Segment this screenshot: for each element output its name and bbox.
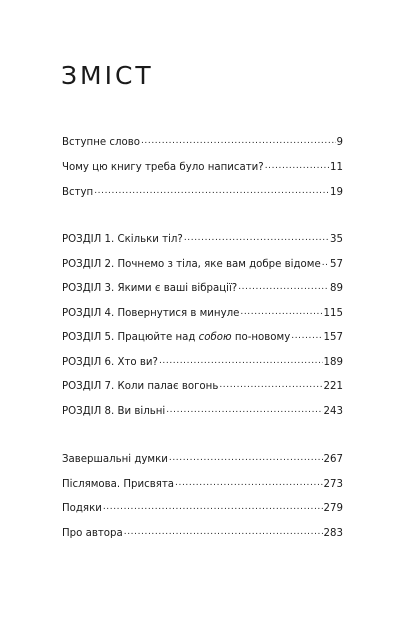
toc-entry-label [62, 331, 290, 345]
dot-leader [103, 501, 323, 511]
page-title: ЗМІСТ [61, 61, 154, 90]
dot-leader [124, 526, 323, 536]
dot-leader [265, 160, 329, 170]
toc-entry [62, 185, 343, 210]
toc-entry [62, 135, 343, 160]
toc-entry [62, 330, 343, 355]
toc-entry-label: Післямова. Присвята [62, 478, 175, 490]
dot-leader [291, 330, 322, 340]
toc-entry-label: РОЗДІЛ 3. Якими є ваші вібрації? [62, 283, 238, 294]
toc-entry-page: 273 [323, 478, 343, 490]
dot-leader [159, 355, 323, 365]
toc-entry-page: 19 [330, 187, 343, 198]
toc-entry [62, 452, 343, 477]
toc-entry-label-post: по-новому [231, 332, 291, 343]
toc-entry-label: Подяки [62, 503, 102, 514]
toc-entry-page: 279 [323, 503, 343, 514]
dot-leader [141, 135, 336, 145]
toc-entry-label: РОЗДІЛ 1. Скільки тіл? [62, 234, 183, 245]
toc-entry-label-pre: РОЗДІЛ 5. Працюйте над [62, 332, 199, 343]
toc-entry-page: 11 [330, 162, 343, 173]
toc-entry-label: Про автора [62, 527, 123, 539]
toc-entry [62, 281, 343, 306]
toc-group-front-matter [62, 135, 343, 210]
toc-entry-page: 221 [323, 381, 343, 392]
toc-entry [62, 257, 343, 282]
dot-leader [169, 452, 323, 462]
toc-entry [62, 355, 343, 380]
toc-entry-page: 243 [323, 405, 343, 417]
toc-entry [62, 379, 343, 404]
toc-entry-label: РОЗДІЛ 2. Почнемо з тіла, яке вам добре відоме [62, 258, 321, 270]
toc-entry-label: Вступне слово [62, 137, 140, 148]
toc-entry-label: РОЗДІЛ 4. Повернутися в минуле [62, 307, 240, 319]
dot-leader [184, 232, 329, 242]
toc-entry [62, 477, 343, 502]
toc-entry [62, 232, 343, 257]
toc-entry-page: 189 [323, 356, 343, 368]
dot-leader [322, 257, 329, 267]
dot-leader [238, 281, 329, 291]
dot-leader [166, 404, 322, 414]
toc-entry-label: Завершальні думки [62, 454, 168, 465]
dot-leader [240, 306, 322, 316]
toc-group-chapters [62, 232, 343, 428]
toc-group-back-matter [62, 452, 343, 550]
toc-entry-label-emphasis: собою [198, 332, 232, 343]
toc-entry-page: 35 [330, 234, 343, 245]
toc-entry-page: 9 [336, 137, 343, 148]
toc-entry-page: 157 [323, 332, 343, 343]
toc-entry [62, 306, 343, 331]
toc-entry [62, 526, 343, 551]
dot-leader [219, 379, 322, 389]
toc-entry-page: 57 [330, 258, 343, 270]
dot-leader [94, 185, 329, 195]
toc-entry-page: 267 [323, 454, 343, 465]
toc-entry-label: РОЗДІЛ 6. Хто ви? [62, 356, 158, 368]
toc-entry-page: 283 [323, 527, 343, 539]
toc-entry-label: РОЗДІЛ 7. Коли палає вогонь [62, 381, 219, 392]
toc-entry [62, 501, 343, 526]
toc-entry [62, 160, 343, 185]
toc-entry-label: Вступ [62, 187, 94, 198]
toc-entry-label: РОЗДІЛ 8. Ви вільні [62, 405, 166, 417]
dot-leader [175, 477, 323, 487]
toc-entry-page: 115 [323, 307, 343, 319]
toc-entry [62, 404, 343, 429]
toc-entry-page: 89 [330, 283, 343, 294]
toc-entry-label: Чому цю книгу треба було написати? [62, 162, 264, 173]
